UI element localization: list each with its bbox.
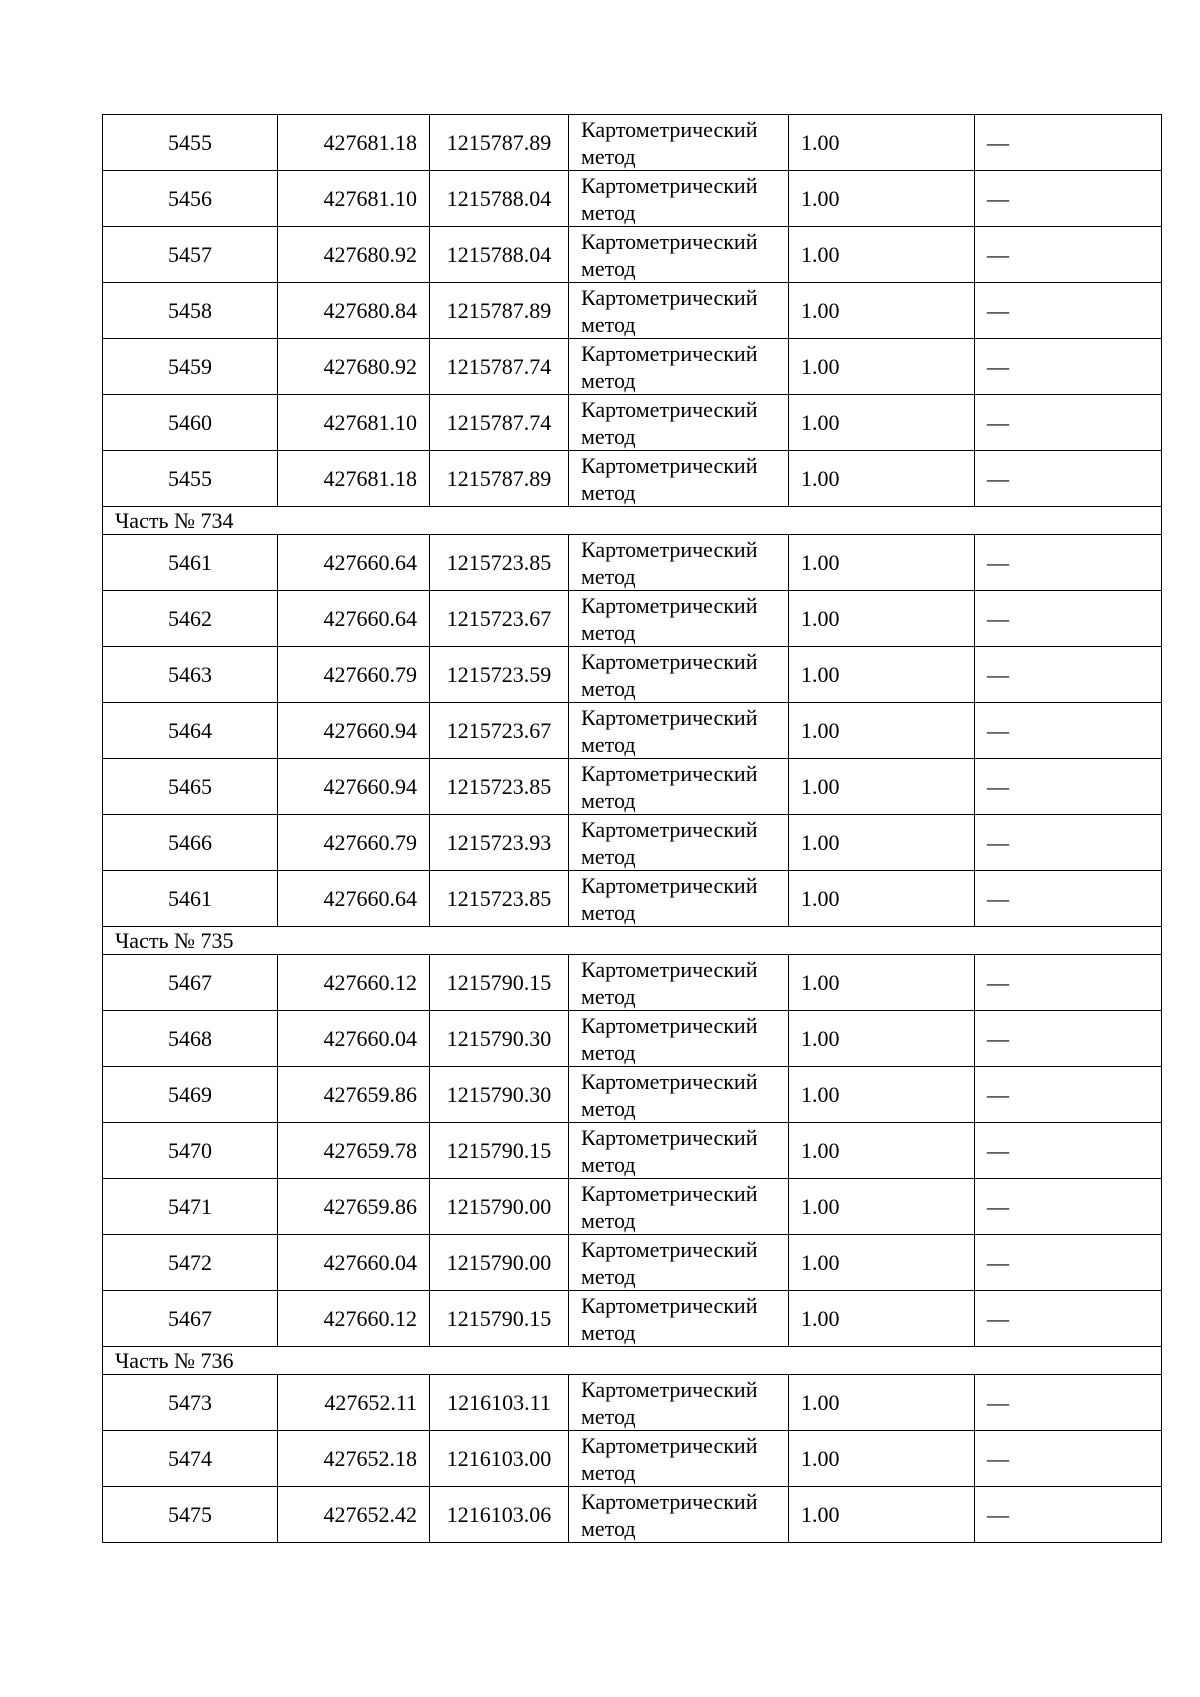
accuracy: 1.00	[789, 1235, 975, 1291]
point-number: 5467	[103, 955, 278, 1011]
method-line-2: метод	[581, 1039, 636, 1065]
accuracy: 1.00	[789, 759, 975, 815]
description: —	[975, 591, 1162, 647]
accuracy: 1.00	[789, 115, 975, 171]
method-line-1: Картометрический	[581, 592, 758, 618]
table-row	[103, 1067, 1162, 1123]
point-number: 5466	[103, 815, 278, 871]
accuracy: 1.00	[789, 815, 975, 871]
coord-x: 427660.04	[278, 1235, 430, 1291]
method-line-1: Картометрический	[581, 1236, 758, 1262]
coord-x: 427660.79	[278, 647, 430, 703]
coord-x: 427660.64	[278, 535, 430, 591]
table-row	[103, 815, 1162, 871]
method-cell	[569, 1123, 789, 1179]
method-cell	[569, 1011, 789, 1067]
point-number: 5460	[103, 395, 278, 451]
coord-x: 427660.94	[278, 703, 430, 759]
description: —	[975, 395, 1162, 451]
coord-y: 1215723.85	[430, 535, 569, 591]
method-line-1: Картометрический	[581, 1124, 758, 1150]
method-line-1: Картометрический	[581, 284, 758, 310]
accuracy: 1.00	[789, 171, 975, 227]
method-cell	[569, 871, 789, 927]
table-row	[103, 1235, 1162, 1291]
coord-y: 1215790.30	[430, 1011, 569, 1067]
method-line-2: метод	[581, 731, 636, 757]
coord-y: 1216103.11	[430, 1375, 569, 1431]
point-number: 5458	[103, 283, 278, 339]
method-line-1: Картометрический	[581, 872, 758, 898]
coord-y: 1215723.93	[430, 815, 569, 871]
accuracy: 1.00	[789, 451, 975, 507]
accuracy: 1.00	[789, 591, 975, 647]
table-row	[103, 1431, 1162, 1487]
part-header-row	[103, 507, 1162, 535]
method-line-2: метод	[581, 255, 636, 281]
coord-x: 427680.84	[278, 283, 430, 339]
method-line-2: метод	[581, 899, 636, 925]
coord-y: 1215723.67	[430, 591, 569, 647]
coord-x: 427660.94	[278, 759, 430, 815]
method-cell	[569, 1487, 789, 1543]
method-line-1: Картометрический	[581, 648, 758, 674]
point-number: 5472	[103, 1235, 278, 1291]
description: —	[975, 1011, 1162, 1067]
method-line-1: Картометрический	[581, 1432, 758, 1458]
coord-y: 1215723.85	[430, 871, 569, 927]
description: —	[975, 815, 1162, 871]
method-cell	[569, 1375, 789, 1431]
coord-x: 427660.79	[278, 815, 430, 871]
method-line-2: метод	[581, 1263, 636, 1289]
accuracy: 1.00	[789, 283, 975, 339]
method-line-2: метод	[581, 199, 636, 225]
method-cell	[569, 955, 789, 1011]
method-cell	[569, 227, 789, 283]
point-number: 5455	[103, 451, 278, 507]
point-number: 5468	[103, 1011, 278, 1067]
description: —	[975, 1375, 1162, 1431]
coord-y: 1215790.15	[430, 955, 569, 1011]
table-row	[103, 1487, 1162, 1543]
point-number: 5474	[103, 1431, 278, 1487]
coord-x: 427659.86	[278, 1179, 430, 1235]
point-number: 5462	[103, 591, 278, 647]
method-line-2: метод	[581, 983, 636, 1009]
description: —	[975, 1123, 1162, 1179]
point-number: 5473	[103, 1375, 278, 1431]
accuracy: 1.00	[789, 1067, 975, 1123]
table-row	[103, 115, 1162, 171]
accuracy: 1.00	[789, 1179, 975, 1235]
table-row	[103, 1375, 1162, 1431]
coord-y: 1215788.04	[430, 171, 569, 227]
coord-y: 1215787.89	[430, 115, 569, 171]
method-cell	[569, 703, 789, 759]
method-line-1: Картометрический	[581, 956, 758, 982]
method-cell	[569, 283, 789, 339]
table-row	[103, 535, 1162, 591]
table-body	[103, 115, 1162, 1543]
method-cell	[569, 759, 789, 815]
coordinates-table	[102, 114, 1162, 1543]
coord-y: 1215790.00	[430, 1235, 569, 1291]
coord-x: 427660.04	[278, 1011, 430, 1067]
coord-y: 1215790.00	[430, 1179, 569, 1235]
coord-x: 427680.92	[278, 339, 430, 395]
method-line-1: Картометрический	[581, 1012, 758, 1038]
table-row	[103, 871, 1162, 927]
coord-y: 1215790.15	[430, 1291, 569, 1347]
part-header-row	[103, 927, 1162, 955]
description: —	[975, 535, 1162, 591]
part-label: Часть № 734	[103, 507, 1162, 535]
method-line-2: метод	[581, 675, 636, 701]
method-cell	[569, 395, 789, 451]
method-line-2: метод	[581, 1095, 636, 1121]
point-number: 5465	[103, 759, 278, 815]
description: —	[975, 227, 1162, 283]
accuracy: 1.00	[789, 395, 975, 451]
table-row	[103, 451, 1162, 507]
accuracy: 1.00	[789, 647, 975, 703]
coord-x: 427660.64	[278, 591, 430, 647]
method-line-2: метод	[581, 787, 636, 813]
description: —	[975, 871, 1162, 927]
point-number: 5475	[103, 1487, 278, 1543]
accuracy: 1.00	[789, 703, 975, 759]
coord-y: 1215790.30	[430, 1067, 569, 1123]
table-row	[103, 171, 1162, 227]
point-number: 5456	[103, 171, 278, 227]
description: —	[975, 451, 1162, 507]
coord-y: 1215790.15	[430, 1123, 569, 1179]
method-cell	[569, 535, 789, 591]
description: —	[975, 955, 1162, 1011]
coord-x: 427660.12	[278, 955, 430, 1011]
table-row	[103, 395, 1162, 451]
part-header-row	[103, 1347, 1162, 1375]
point-number: 5461	[103, 535, 278, 591]
coord-x: 427681.10	[278, 171, 430, 227]
accuracy: 1.00	[789, 1375, 975, 1431]
description: —	[975, 1235, 1162, 1291]
method-line-2: метод	[581, 619, 636, 645]
method-line-2: метод	[581, 479, 636, 505]
point-number: 5455	[103, 115, 278, 171]
coord-x: 427681.18	[278, 451, 430, 507]
point-number: 5471	[103, 1179, 278, 1235]
table-row	[103, 955, 1162, 1011]
accuracy: 1.00	[789, 1123, 975, 1179]
table-row	[103, 759, 1162, 815]
coord-x: 427681.18	[278, 115, 430, 171]
method-line-2: метод	[581, 1515, 636, 1541]
method-cell	[569, 1235, 789, 1291]
method-cell	[569, 451, 789, 507]
method-line-1: Картометрический	[581, 228, 758, 254]
table-row	[103, 1291, 1162, 1347]
method-cell	[569, 1067, 789, 1123]
description: —	[975, 1067, 1162, 1123]
table-row	[103, 1123, 1162, 1179]
method-line-2: метод	[581, 563, 636, 589]
description: —	[975, 115, 1162, 171]
point-number: 5459	[103, 339, 278, 395]
coord-x: 427660.64	[278, 871, 430, 927]
table-row	[103, 591, 1162, 647]
coord-x: 427681.10	[278, 395, 430, 451]
accuracy: 1.00	[789, 1291, 975, 1347]
table-row	[103, 283, 1162, 339]
coord-x: 427652.11	[278, 1375, 430, 1431]
method-line-1: Картометрический	[581, 1488, 758, 1514]
method-line-2: метод	[581, 1459, 636, 1485]
method-line-2: метод	[581, 1319, 636, 1345]
description: —	[975, 171, 1162, 227]
table-row	[103, 227, 1162, 283]
coord-x: 427652.42	[278, 1487, 430, 1543]
coord-y: 1216103.00	[430, 1431, 569, 1487]
method-line-1: Картометрический	[581, 1292, 758, 1318]
method-line-2: метод	[581, 423, 636, 449]
coord-y: 1215723.85	[430, 759, 569, 815]
method-line-2: метод	[581, 143, 636, 169]
description: —	[975, 283, 1162, 339]
coord-y: 1215787.74	[430, 339, 569, 395]
method-line-1: Картометрический	[581, 816, 758, 842]
point-number: 5469	[103, 1067, 278, 1123]
coord-x: 427680.92	[278, 227, 430, 283]
method-cell	[569, 1291, 789, 1347]
description: —	[975, 339, 1162, 395]
coord-y: 1215723.67	[430, 703, 569, 759]
method-cell	[569, 1431, 789, 1487]
method-line-1: Картометрический	[581, 116, 758, 142]
accuracy: 1.00	[789, 871, 975, 927]
coord-x: 427652.18	[278, 1431, 430, 1487]
part-label: Часть № 736	[103, 1347, 1162, 1375]
description: —	[975, 1179, 1162, 1235]
accuracy: 1.00	[789, 1487, 975, 1543]
method-cell	[569, 591, 789, 647]
accuracy: 1.00	[789, 535, 975, 591]
method-line-2: метод	[581, 1151, 636, 1177]
accuracy: 1.00	[789, 1011, 975, 1067]
accuracy: 1.00	[789, 1431, 975, 1487]
method-line-2: метод	[581, 367, 636, 393]
method-cell	[569, 1179, 789, 1235]
point-number: 5461	[103, 871, 278, 927]
method-line-2: метод	[581, 1403, 636, 1429]
table-row	[103, 1179, 1162, 1235]
coord-y: 1215787.89	[430, 451, 569, 507]
method-line-1: Картометрический	[581, 536, 758, 562]
description: —	[975, 703, 1162, 759]
point-number: 5464	[103, 703, 278, 759]
table-row	[103, 339, 1162, 395]
table-row	[103, 647, 1162, 703]
coord-y: 1215787.74	[430, 395, 569, 451]
accuracy: 1.00	[789, 339, 975, 395]
method-cell	[569, 647, 789, 703]
coord-y: 1216103.06	[430, 1487, 569, 1543]
coord-y: 1215723.59	[430, 647, 569, 703]
accuracy: 1.00	[789, 227, 975, 283]
method-cell	[569, 171, 789, 227]
method-line-1: Картометрический	[581, 1376, 758, 1402]
method-cell	[569, 339, 789, 395]
description: —	[975, 759, 1162, 815]
point-number: 5463	[103, 647, 278, 703]
method-line-1: Картометрический	[581, 172, 758, 198]
method-line-1: Картометрический	[581, 396, 758, 422]
description: —	[975, 1291, 1162, 1347]
method-line-1: Картометрический	[581, 704, 758, 730]
method-line-1: Картометрический	[581, 340, 758, 366]
accuracy: 1.00	[789, 955, 975, 1011]
point-number: 5457	[103, 227, 278, 283]
coord-x: 427660.12	[278, 1291, 430, 1347]
method-line-2: метод	[581, 1207, 636, 1233]
coord-y: 1215787.89	[430, 283, 569, 339]
coord-y: 1215788.04	[430, 227, 569, 283]
method-cell	[569, 815, 789, 871]
method-cell	[569, 115, 789, 171]
method-line-1: Картометрический	[581, 1068, 758, 1094]
description: —	[975, 647, 1162, 703]
table-row	[103, 1011, 1162, 1067]
method-line-1: Картометрический	[581, 1180, 758, 1206]
coord-x: 427659.86	[278, 1067, 430, 1123]
method-line-2: метод	[581, 843, 636, 869]
method-line-1: Картометрический	[581, 452, 758, 478]
description: —	[975, 1431, 1162, 1487]
method-line-1: Картометрический	[581, 760, 758, 786]
method-line-2: метод	[581, 311, 636, 337]
point-number: 5470	[103, 1123, 278, 1179]
part-label: Часть № 735	[103, 927, 1162, 955]
description: —	[975, 1487, 1162, 1543]
coord-x: 427659.78	[278, 1123, 430, 1179]
table-row	[103, 703, 1162, 759]
point-number: 5467	[103, 1291, 278, 1347]
